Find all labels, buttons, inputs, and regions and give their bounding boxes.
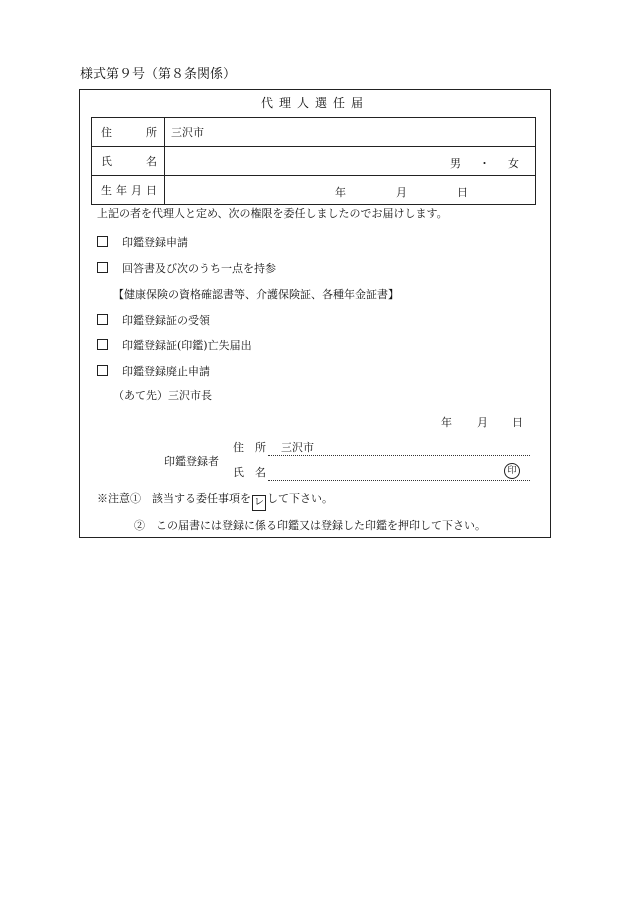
sex-female[interactable]: 女 [508,157,519,170]
option-receive-card[interactable]: 印鑑登録証の受領 [97,314,210,326]
note-2: ② この届書には登録に係る印鑑又は登録した印鑑を押印して下さい。 [134,519,486,532]
option-abolish-registration[interactable]: 印鑑登録廃止申請 [97,365,210,377]
registrant-address-label: 住 所 [233,441,266,454]
address-row [92,118,536,147]
dob-row [92,176,536,205]
sex-selector[interactable] [450,155,519,171]
address-label: 住 所 [92,118,165,147]
dob-label: 生 年 月 日 [92,176,165,205]
name-row [92,147,536,176]
registrant-label: 印鑑登録者 [164,455,219,468]
dob-year-unit: 年 [335,186,346,199]
dob-day-unit: 日 [457,186,468,199]
registrant-address-line[interactable] [268,455,530,456]
registrant-name-label: 氏 名 [233,466,266,479]
applicant-info-table [91,117,536,205]
check-mark-icon: レ [252,495,266,511]
checkbox-icon[interactable] [97,314,108,325]
dob-field[interactable] [165,176,536,205]
note-1: ※注意① 該当する委任事項を レ して下さい。 [97,493,333,511]
name-field[interactable] [165,147,536,176]
checkbox-icon[interactable] [97,365,108,376]
option-answer-document[interactable]: 回答書及び次のうち一点を持参 [97,262,276,274]
name-label: 氏 名 [92,147,165,176]
checkbox-icon[interactable] [97,339,108,350]
checkbox-icon[interactable] [97,262,108,273]
seal-mark-icon: 印 [504,463,520,479]
documents-note: 【健康保険の資格確認書等、介護保険証、各種年金証書】 [113,288,399,301]
delegation-statement: 上記の者を代理人と定め、次の権限を委任しましたのでお届けします。 [97,207,448,220]
form-title: 代理人選任届 [260,96,369,110]
sex-separator: ・ [479,157,490,170]
addressee: （あて先）三沢市長 [113,389,212,402]
checkbox-icon[interactable] [97,236,108,247]
registrant-address-value: 三沢市 [281,441,314,454]
dob-month-unit: 月 [396,186,407,199]
registrant-name-line[interactable] [268,480,530,481]
address-field[interactable]: 三沢市 [165,118,536,147]
date-month-unit: 月 [477,416,488,429]
sex-male[interactable]: 男 [450,157,461,170]
date-day-unit: 日 [512,416,523,429]
option-seal-registration[interactable]: 印鑑登録申請 [97,236,188,248]
option-loss-report[interactable]: 印鑑登録証(印鑑)亡失届出 [97,339,252,351]
form-number: 様式第９号（第８条関係） [80,67,237,82]
date-year-unit: 年 [441,416,452,429]
